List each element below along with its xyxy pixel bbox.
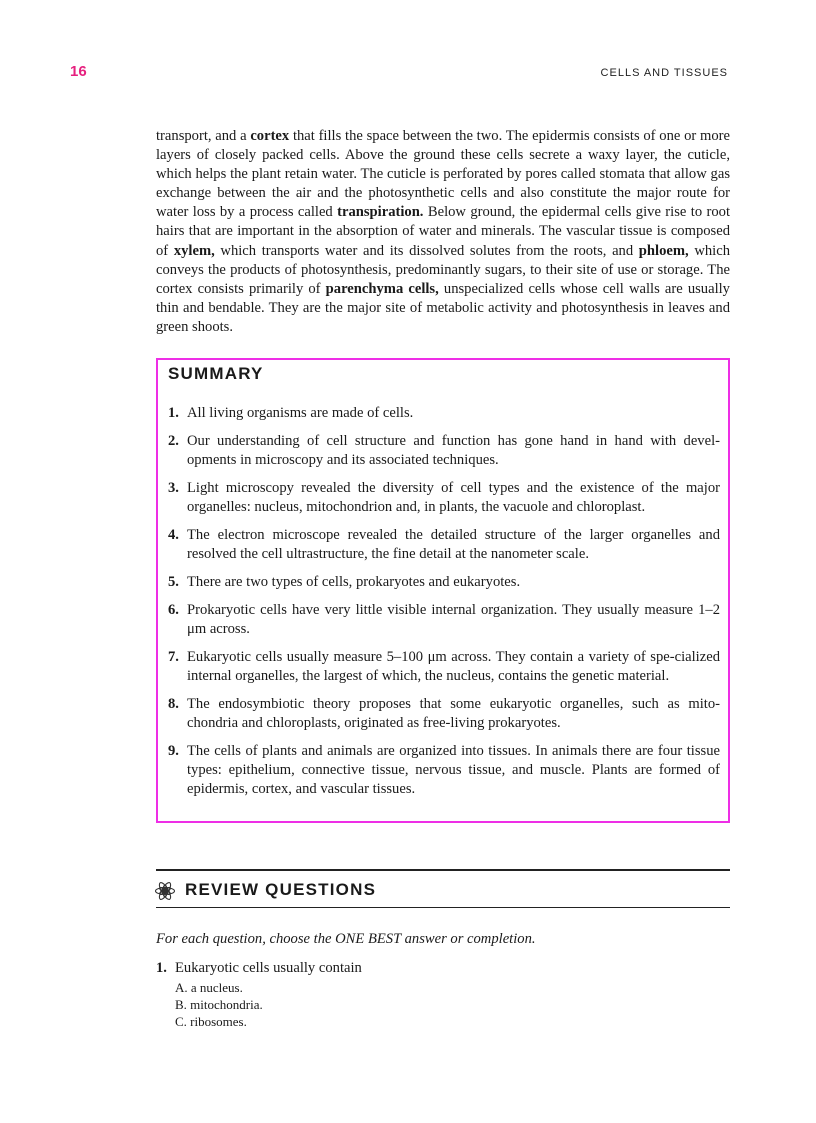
answer-options: [175, 979, 362, 1030]
summary-item: [168, 479, 720, 517]
body-paragraph: [156, 127, 730, 337]
question: [156, 960, 362, 1030]
summary-item-number: 5.: [168, 574, 179, 590]
body-text-segment: which conveys the products of photosynthesis, predominantly sugars, to their site of use or storage. The cortex consists primarily of: [156, 242, 730, 297]
term-xylem: xylem,: [173, 242, 215, 259]
summary-item-text: Our understanding of cell structure and function has gone hand in hand with devel-opments in microscopy and its associated techniques.: [187, 433, 720, 468]
summary-item-text: The endosymbiotic theory proposes that some eukaryotic organelles, such as mito-chondria and chloroplasts, originated as free-living prokaryotes.: [187, 696, 720, 731]
summary-item-text: Eukaryotic cells usually measure 5–100 μm across. They contain a variety of spe-cialized internal organelles, the largest of which, the nucleus, contains the genetic material.: [187, 649, 720, 684]
body-text-segment: Below ground, the epidermal cells give rise to root hairs that are important in the absorption of water and minerals. The vascular tissue is composed of: [156, 204, 731, 259]
summary-item: [168, 648, 720, 686]
running-head: CELLS AND TISSUES: [600, 67, 728, 79]
summary-item-number: 2.: [168, 433, 179, 449]
term-transpiration: transpiration.: [337, 204, 424, 221]
answer-option[interactable]: A. a nucleus.: [175, 980, 243, 995]
summary-item-number: 3.: [168, 480, 179, 496]
summary-item-text: All living organisms are made of cells.: [187, 405, 414, 421]
summary-box: [156, 358, 730, 823]
page-number: 16: [70, 63, 87, 80]
summary-item-text: There are two types of cells, prokaryotes and eukaryotes.: [187, 574, 521, 590]
section-divider-bottom: [156, 907, 730, 908]
review-instructions: For each question, choose the ONE BEST answer or completion.: [156, 931, 536, 947]
summary-item-number: 6.: [168, 602, 179, 618]
summary-item-text: Prokaryotic cells have very little visible internal organization. They usually measure 1–2 μm across.: [187, 602, 720, 637]
body-text-segment: unspecialized cells whose cell walls are usually thin and bendable. They are the major site of metabolic activity and photosynthesis in leaves and green shoots.: [156, 280, 730, 335]
section-divider-top: [156, 869, 730, 871]
answer-option[interactable]: B. mitochondria.: [175, 997, 263, 1012]
summary-item-number: 9.: [168, 743, 179, 759]
body-text-segment: transport, and a: [156, 128, 251, 144]
summary-item-number: 4.: [168, 527, 179, 543]
summary-item: [168, 573, 720, 592]
summary-list: [168, 404, 720, 808]
summary-item-number: 8.: [168, 696, 179, 712]
term-phloem: phloem,: [638, 242, 689, 259]
answer-option[interactable]: C. ribosomes.: [175, 1014, 247, 1029]
summary-item: [168, 742, 720, 799]
summary-item: [168, 404, 720, 423]
term-parenchyma-cells: parenchyma cells,: [325, 280, 439, 297]
body-text-segment: which transports water and its dissolved solutes from the roots, and: [214, 242, 639, 259]
summary-item: [168, 526, 720, 564]
summary-item: [168, 601, 720, 639]
summary-item-number: 1.: [168, 405, 179, 421]
summary-item: [168, 695, 720, 733]
summary-item-text: Light microscopy revealed the diversity of cell types and the existence of the major organelles: nucleus, mitochondrion and, in plants, the vacuole and chloroplast.: [187, 480, 720, 515]
term-cortex: cortex: [250, 128, 290, 144]
summary-item-number: 7.: [168, 649, 179, 665]
question-stem-line: [156, 960, 362, 977]
summary-item-text: The cells of plants and animals are organized into tissues. In animals there are four tissue types: epithelium, connective tissue, nervous tissue, and muscle. Plants are formed of epidermis, cortex, and vascular tissues.: [187, 743, 720, 797]
summary-item-text: The electron microscope revealed the detailed structure of the larger organelles and resolved the cell ultrastructure, the fine detail at the nanometer scale.: [187, 527, 720, 562]
summary-title: SUMMARY: [168, 364, 264, 383]
body-text-segment: that fills the space between the two. The epidermis consists of one or more layers of closely packed cells. Above the ground these cells secrete a waxy layer, the cuticle, which helps the plant retain water. The cuticle is perforated by pores called stomata that allow gas exchange between the air and the photosynthetic cells and also constitute the major route for water loss by a process called: [156, 128, 730, 221]
question-stem: Eukaryotic cells usually contain: [175, 960, 362, 976]
atom-flower-icon: [154, 880, 176, 902]
question-number: 1.: [156, 960, 167, 976]
review-questions-title: REVIEW QUESTIONS: [185, 880, 377, 899]
summary-item: [168, 432, 720, 470]
